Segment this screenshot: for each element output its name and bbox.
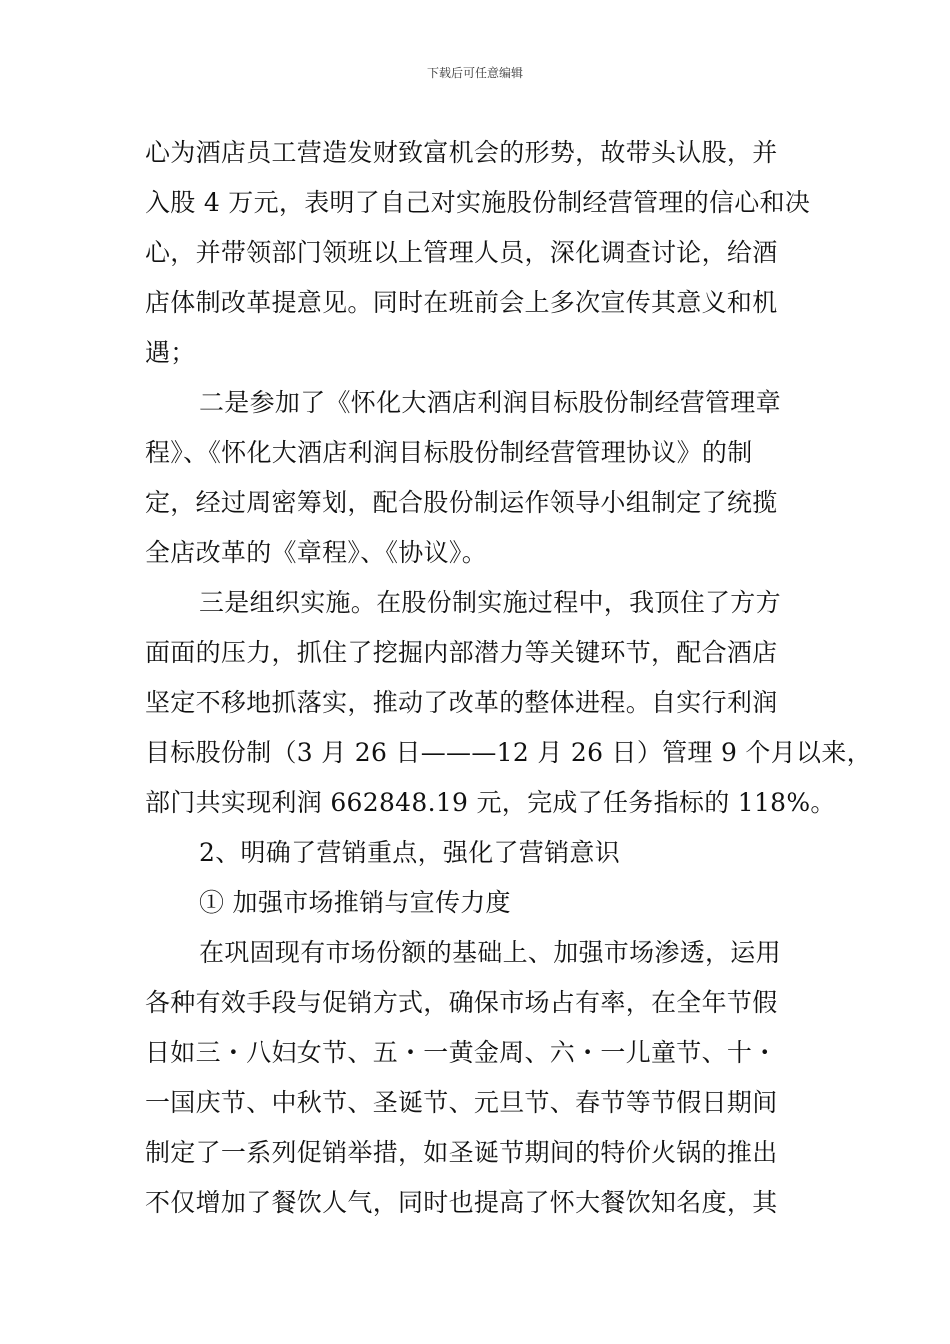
text-line: 三是组织实施。在股份制实施过程中，我顶住了方方 (199, 588, 781, 617)
page-header-note: 下载后可任意编辑 (426, 66, 523, 80)
text-line: 在巩固现有市场份额的基础上、加强市场渗透，运用 (199, 938, 781, 967)
text-line: 2、明确了营销重点，强化了营销意识 (199, 838, 621, 867)
text-line: 遇； (145, 338, 196, 367)
text-line: 不仅增加了餐饮人气，同时也提高了怀大餐饮知名度，其 (145, 1188, 778, 1217)
text-line: 定，经过周密筹划，配合股份制运作领导小组制定了统揽 (145, 488, 778, 517)
text-line: 部门共实现利润 662848.19 元，完成了任务指标的 118%。 (145, 788, 836, 817)
text-line: 心，并带领部门领班以上管理人员，深化调查讨论，给酒 (145, 238, 778, 267)
text-line: 坚定不移地抓落实，推动了改革的整体进程。自实行利润 (145, 688, 778, 717)
text-line: 一国庆节、中秋节、圣诞节、元旦节、春节等节假日期间 (145, 1088, 778, 1117)
text-line: 入股 4 万元，表明了自己对实施股份制经营管理的信心和决 (145, 188, 811, 217)
text-line: 面面的压力，抓住了挖掘内部潜力等关键环节，配合酒店 (145, 638, 778, 667)
text-line: 二是参加了《怀化大酒店利润目标股份制经营管理章 (199, 388, 781, 417)
text-line: 目标股份制（3 月 26 日———12 月 26 日）管理 9 个月以来， (145, 738, 872, 767)
text-line: 心为酒店员工营造发财致富机会的形势，故带头认股，并 (145, 138, 778, 167)
text-line: 店体制改革提意见。同时在班前会上多次宣传其意义和机 (145, 288, 778, 317)
text-line: 制定了一系列促销举措，如圣诞节期间的特价火锅的推出 (145, 1138, 778, 1167)
text-line: 日如三・八妇女节、五・一黄金周、六・一儿童节、十・ (145, 1038, 778, 1067)
document-body (145, 128, 872, 1228)
text-line: 各种有效手段与促销方式，确保市场占有率，在全年节假 (145, 988, 778, 1017)
text-line: ① 加强市场推销与宣传力度 (199, 888, 511, 917)
text-line: 程》、《怀化大酒店利润目标股份制经营管理协议》的制 (145, 438, 753, 467)
text-line: 全店改革的《章程》、《协议》。 (145, 538, 488, 567)
